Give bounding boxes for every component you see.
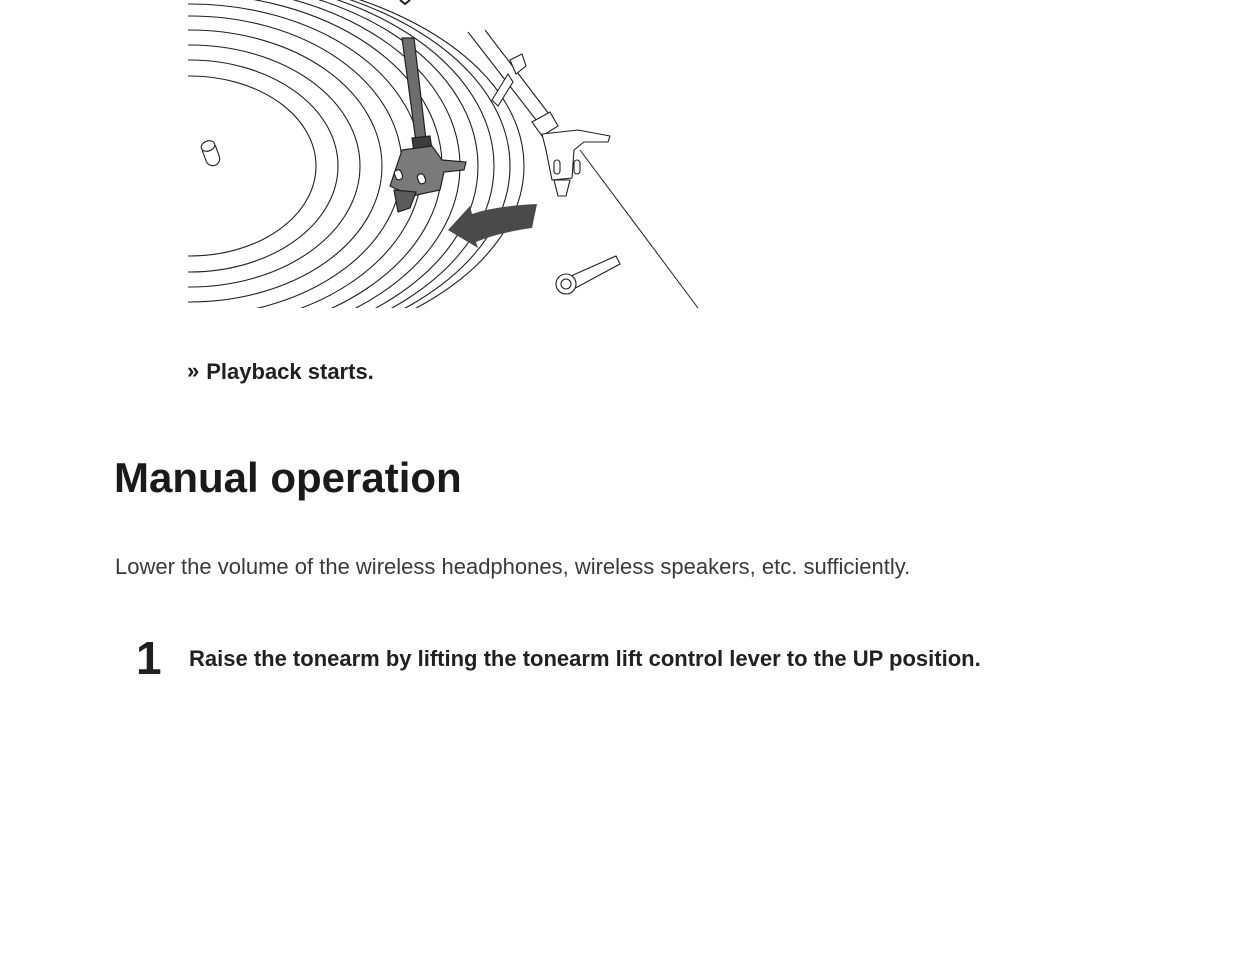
playback-result [187,356,374,387]
step-text: Raise the tonearm by lifting the tonearm lift control lever to the UP position. [189,646,981,671]
arrow-icon [448,204,537,248]
section-heading: Manual operation [114,454,462,501]
turntable-tonearm-illustration [180,0,710,312]
tonearm-rest [468,30,610,196]
step-number: 1 [136,632,162,684]
step-item [136,630,1136,690]
lift-lever [556,256,620,294]
result-text: Playback starts. [206,359,374,384]
record-grooves [180,0,524,312]
result-marker-icon: » [187,358,200,383]
intro-text: Lower the volume of the wireless headphones, wireless speakers, etc. sufficiently. [115,554,911,579]
tonearm-active [390,38,466,212]
spindle-pin [200,139,222,168]
top-mark [400,0,410,4]
